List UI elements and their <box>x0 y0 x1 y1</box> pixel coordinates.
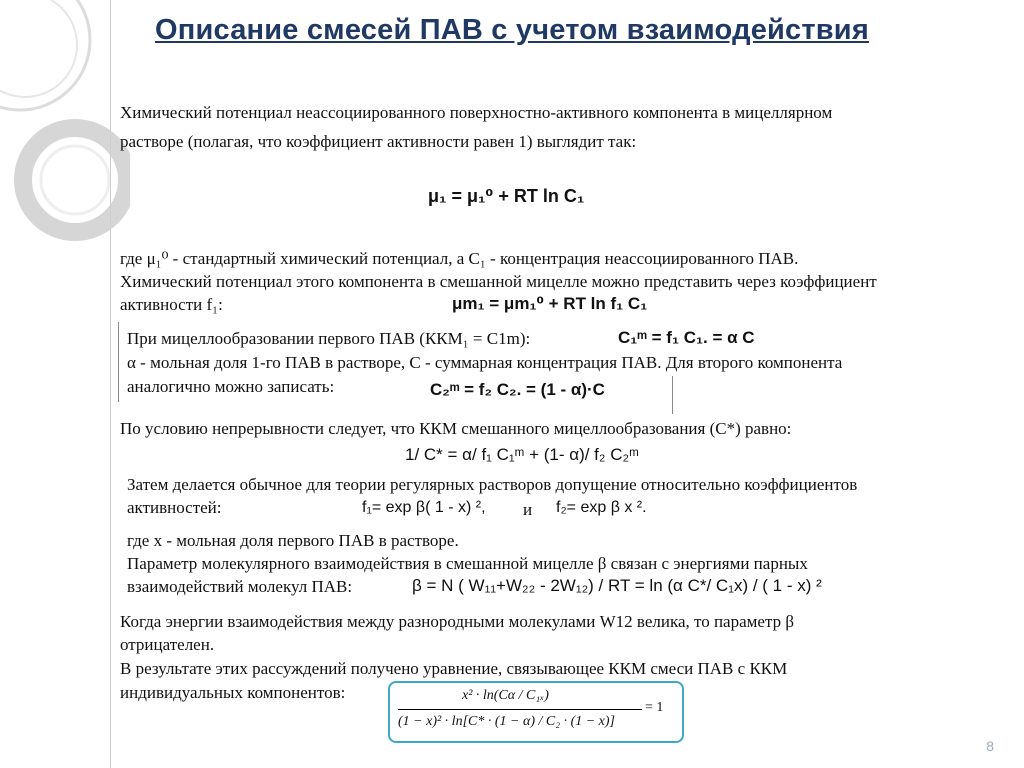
final-denominator: (1 − x)² · ln[C* · (1 − α) / C₂ · (1 − x)] <box>398 714 616 729</box>
continuity-line: По условию непрерывности следует, что ККМ смешанного мицеллообразования (С*) равно: <box>120 419 792 438</box>
page-number: 8 <box>986 738 994 754</box>
assumption-line-1: Затем делается обычное для теории регулярных растворов допущение относительно коэффициентов <box>127 475 858 494</box>
formula-beta: β = N ( W₁₁+W₂₂ - 2W₁₂) / RT = ln (α C*/ C₁x) / ( 1 - x) ² <box>412 576 822 595</box>
left-divider-line <box>110 0 111 768</box>
micelle-line-3: аналогично можно записать: <box>127 377 335 396</box>
fraction-bar <box>398 709 642 710</box>
parameter-line-1: Параметр молекулярного взаимодействия в смешанной мицелле β связан с энергиями парных <box>127 554 808 573</box>
formula-and: и <box>523 500 533 519</box>
where-line-3: активности f₁: <box>120 295 223 314</box>
assumption-line-2: активностей: <box>127 498 222 517</box>
formula-f1: f₁= exp β( 1 - x) ², <box>362 499 486 516</box>
formula-chemical-potential: μ₁ = μ₁⁰ + RT ln C₁ <box>428 186 585 206</box>
intro-line-1: Химический потенциал неассоциированного поверхностно-активного компонента в мицеллярном <box>120 103 833 122</box>
micelle-line-2: α - мольная доля 1-го ПАВ в растворе, С - суммарная концентрация ПАВ. Для второго компонента <box>127 353 843 372</box>
result-line-1: В результате этих рассуждений получено уравнение, связывающее ККМ смеси ПАВ с ККМ <box>120 659 788 678</box>
final-rhs: = 1 <box>645 700 664 715</box>
slide-title: Описание смесей ПАВ с учетом взаимодействия <box>155 14 869 46</box>
formula-micelle-potential: μm₁ = μm₁⁰ + RT ln f₁ C₁ <box>452 294 648 313</box>
formula-cmc-mixed: 1/ C* = α/ f₁ C₁ᵐ + (1- α)/ f₂ C₂ᵐ <box>405 445 639 464</box>
where-line-2: Химический потенциал этого компонента в смешанной мицелле можно представить через коэффициент <box>120 272 877 291</box>
micelle-line-1: При мицеллообразовании первого ПАВ (ККМ₁ = С1m): <box>127 329 531 348</box>
where-line-1: где μ₁⁰ - стандартный химический потенциал, а C₁ - концентрация неассоциированного ПАВ. <box>120 249 799 268</box>
formula-f2: f₂= exp β x ². <box>556 499 647 516</box>
energy-line-2: отрицателен. <box>120 635 215 654</box>
formula-c1m: C₁ᵐ = f₁ C₁. = α C <box>618 328 755 347</box>
bracket-rule <box>118 322 119 402</box>
intro-line-2: растворе (полагая, что коэффициент активности равен 1) выглядит так: <box>120 132 637 151</box>
formula-rule <box>672 376 673 414</box>
parameter-line-2: взаимодействий молекул ПАВ: <box>127 577 353 596</box>
energy-line-1: Когда энергии взаимодействия между разнородными молекулами W12 велика, то параметр β <box>120 612 794 631</box>
formula-c2m: C₂ᵐ = f₂ C₂. = (1 - α)·C <box>430 380 605 399</box>
final-numerator: x² · ln(Cα / C₁ₓ) <box>462 688 549 703</box>
x-definition-line: где x - мольная доля первого ПАВ в растворе. <box>127 531 459 550</box>
result-line-2: индивидуальных компонентов: <box>120 683 346 702</box>
